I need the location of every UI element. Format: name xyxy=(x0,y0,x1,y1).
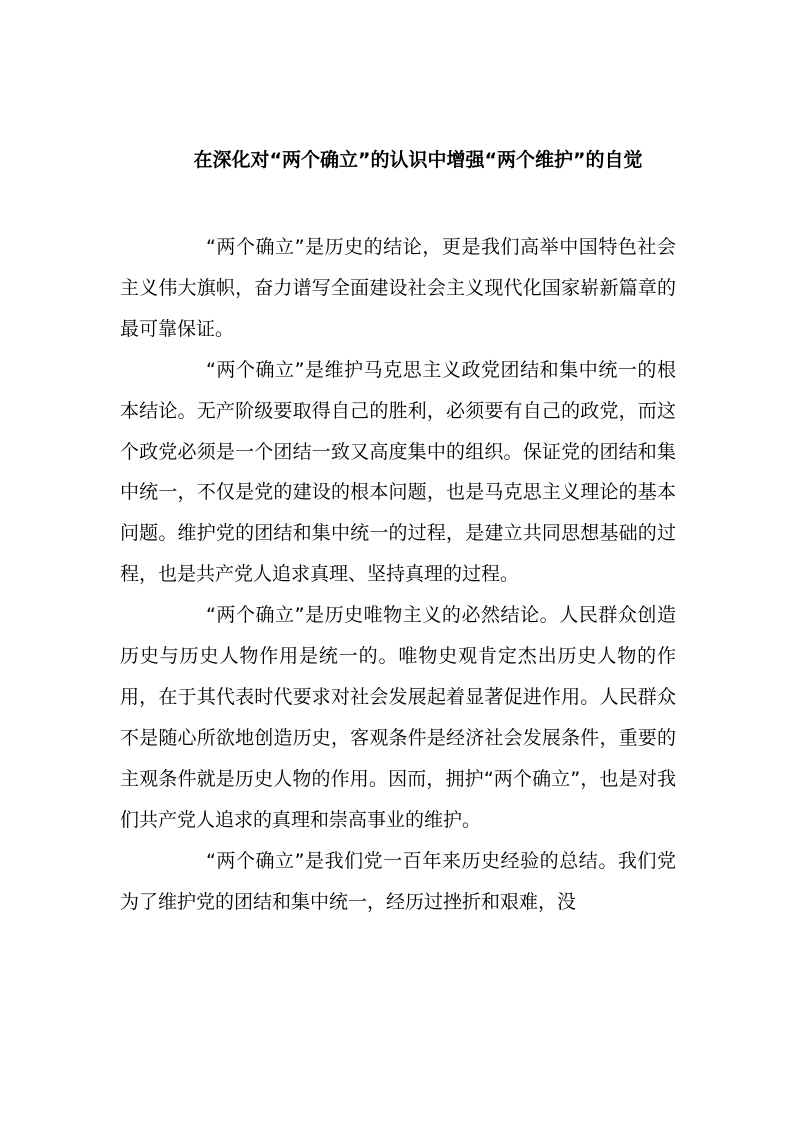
paragraph-3: “两个确立”是历史唯物主义的必然结论。人民群众创造历史与历史人物作用是统一的。唯物史观肯定杰出历史人物的作用，在于其代表时代要求对社会发展起着显著促进作用。人民群众不是随心所欲地创造历史，客观条件是经济社会发展条件，重要的主观条件就是历史人物的作用。因而，拥护“两个确立”，也是对我们共产党人追求的真理和崇高事业的维护。 xyxy=(120,604,676,831)
document-body xyxy=(120,227,676,922)
paragraph-4: “两个确立”是我们党一百年来历史经验的总结。我们党为了维护党的团结和集中统一，经历过挫折和艰难，没 xyxy=(120,849,676,913)
document-title: 在深化对“两个确立”的认识中增强“两个维护”的自觉 xyxy=(193,149,643,171)
paragraph-1: “两个确立”是历史的结论，更是我们高举中国特色社会主义伟大旗帜，奋力谱写全面建设社会主义现代化国家崭新篇章的最可靠保证。 xyxy=(120,236,676,340)
paragraph-2: “两个确立”是维护马克思主义政党团结和集中统一的根本结论。无产阶级要取得自己的胜利，必须要有自己的政党，而这个政党必须是一个团结一致又高度集中的组织。保证党的团结和集中统一，不仅是党的建设的根本问题，也是马克思主义理论的基本问题。维护党的团结和集中统一的过程，是建立共同思想基础的过程，也是共产党人追求真理、坚持真理的过程。 xyxy=(120,358,676,586)
